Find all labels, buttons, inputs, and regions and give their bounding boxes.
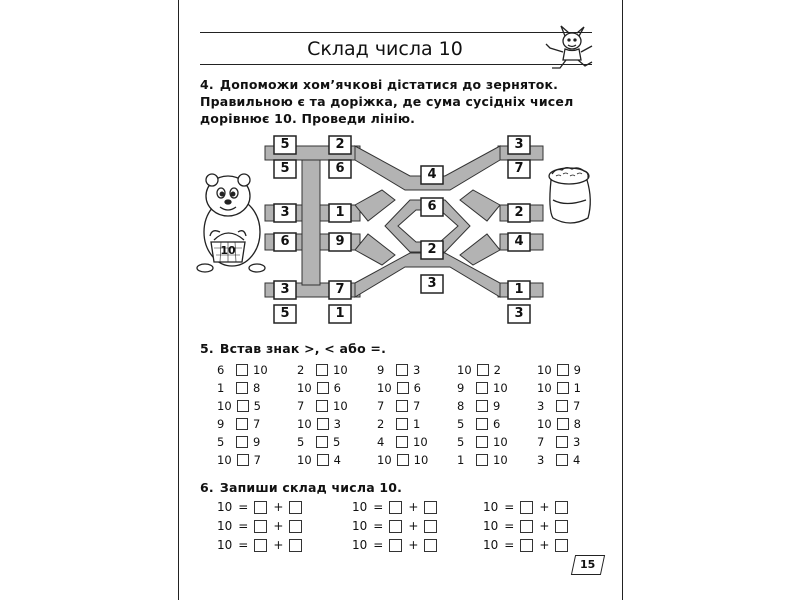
right-number: 5 [253, 399, 261, 413]
answer-box[interactable] [236, 364, 248, 376]
maze-number: 5 [280, 306, 290, 321]
plus-sign: + [539, 500, 550, 514]
right-number: 6 [413, 381, 421, 395]
addend-box[interactable] [289, 501, 302, 514]
left-number: 6 [217, 363, 225, 377]
comparison-item [457, 435, 508, 449]
comparison-item [377, 363, 420, 377]
answer-box[interactable] [557, 382, 569, 394]
addend-box[interactable] [520, 501, 533, 514]
answer-box[interactable] [316, 400, 328, 412]
left-number: 7 [377, 399, 385, 413]
maze-number: 3 [280, 282, 290, 297]
page-number: 15 [580, 558, 596, 571]
right-number: 10 [493, 381, 508, 395]
comparison-item [217, 399, 261, 413]
maze-number: 3 [514, 306, 524, 321]
addend-box[interactable] [555, 539, 568, 552]
left-number: 7 [297, 399, 305, 413]
left-number: 5 [297, 435, 305, 449]
comparison-item [377, 381, 421, 395]
answer-box[interactable] [236, 382, 248, 394]
equation-lhs: 10 [483, 519, 499, 533]
comparison-item [457, 381, 508, 395]
right-number: 7 [413, 399, 421, 413]
page-number-badge [571, 555, 605, 575]
right-number: 3 [333, 417, 341, 431]
page-title: Склад числа 10 [307, 38, 463, 60]
left-number: 10 [377, 381, 392, 395]
equals-sign: = [504, 519, 515, 533]
comparison-item [377, 435, 428, 449]
maze-number: 3 [514, 137, 524, 152]
comparison-item [537, 381, 581, 395]
left-number: 8 [457, 399, 465, 413]
left-number: 2 [377, 417, 385, 431]
task-6-text: Запиши склад числа 10. [219, 480, 403, 495]
left-number: 9 [377, 363, 385, 377]
plus-sign: + [273, 519, 284, 533]
left-number: 10 [297, 417, 312, 431]
maze-number: 1 [514, 282, 524, 297]
plus-sign: + [408, 538, 419, 552]
maze-number: 9 [335, 234, 345, 249]
comparison-item [457, 453, 508, 467]
comparison-item [217, 435, 260, 449]
addend-box[interactable] [389, 539, 402, 552]
answer-box[interactable] [396, 400, 408, 412]
maze-number: 3 [280, 205, 290, 220]
comparison-item [297, 435, 340, 449]
left-number: 3 [537, 453, 545, 467]
left-number: 10 [297, 453, 312, 467]
answer-box[interactable] [477, 364, 489, 376]
equals-sign: = [373, 538, 384, 552]
answer-box[interactable] [556, 400, 568, 412]
right-number: 10 [413, 435, 428, 449]
right-number: 9 [493, 399, 501, 413]
maze-number: 5 [280, 161, 290, 176]
answer-box[interactable] [476, 418, 488, 430]
answer-box[interactable] [556, 454, 568, 466]
answer-box[interactable] [557, 418, 569, 430]
right-number: 4 [333, 453, 341, 467]
addend-box[interactable] [389, 501, 402, 514]
decomposition-equation [352, 538, 437, 552]
equation-lhs: 10 [352, 500, 368, 514]
task-4-number: 4. [200, 77, 214, 92]
right-number: 10 [493, 453, 508, 467]
right-number: 9 [253, 435, 261, 449]
hamster-illustration [197, 174, 265, 272]
right-number: 8 [253, 381, 261, 395]
task-5-text: Встав знак >, < або =. [219, 341, 387, 356]
answer-box[interactable] [236, 436, 248, 448]
answer-box[interactable] [556, 436, 568, 448]
equation-lhs: 10 [217, 538, 233, 552]
answer-box[interactable] [476, 382, 488, 394]
equals-sign: = [238, 519, 249, 533]
comparison-item [537, 417, 581, 431]
comparison-item [297, 381, 341, 395]
left-number: 10 [537, 363, 552, 377]
addend-box[interactable] [254, 520, 267, 533]
right-number: 10 [493, 435, 508, 449]
right-number: 10 [253, 363, 268, 377]
left-number: 10 [457, 363, 472, 377]
equation-lhs: 10 [352, 538, 368, 552]
right-number: 6 [333, 381, 341, 395]
maze-number: 2 [514, 205, 524, 220]
plus-sign: + [539, 538, 550, 552]
maze-roads [265, 146, 543, 297]
right-number: 3 [573, 435, 581, 449]
answer-box[interactable] [557, 364, 569, 376]
decomposition-equation [217, 500, 302, 514]
plus-sign: + [539, 519, 550, 533]
comparison-item [297, 453, 341, 467]
right-number: 1 [413, 417, 421, 431]
addend-box[interactable] [424, 520, 437, 533]
right-number: 7 [253, 453, 261, 467]
equals-sign: = [238, 538, 249, 552]
addend-box[interactable] [424, 539, 437, 552]
right-number: 3 [413, 363, 421, 377]
seed-sack-illustration [549, 168, 590, 223]
maze-number: 5 [280, 137, 290, 152]
right-number: 10 [333, 399, 348, 413]
decomposition-equation [352, 500, 437, 514]
decomposition-equation [352, 519, 437, 533]
left-number: 10 [217, 399, 232, 413]
equation-lhs: 10 [217, 519, 233, 533]
maze-number: 7 [335, 282, 345, 297]
comparison-item [217, 417, 260, 431]
answer-box[interactable] [317, 382, 329, 394]
comparison-item [377, 399, 420, 413]
decomposition-equation [483, 500, 568, 514]
addend-box[interactable] [520, 520, 533, 533]
left-number: 1 [217, 381, 225, 395]
left-number: 9 [217, 417, 225, 431]
addend-box[interactable] [389, 520, 402, 533]
equals-sign: = [504, 538, 515, 552]
addend-box[interactable] [520, 539, 533, 552]
answer-box[interactable] [476, 436, 488, 448]
plus-sign: + [408, 519, 419, 533]
equation-lhs: 10 [217, 500, 233, 514]
comparison-item [297, 417, 341, 431]
addend-box[interactable] [289, 520, 302, 533]
right-number: 1 [573, 381, 581, 395]
decomposition-equation [483, 519, 568, 533]
addend-box[interactable] [254, 539, 267, 552]
task-6 [200, 479, 402, 496]
answer-box[interactable] [316, 436, 328, 448]
comparison-item [537, 435, 580, 449]
answer-box[interactable] [317, 454, 329, 466]
comparison-item [457, 417, 500, 431]
comparison-item [537, 363, 581, 377]
comparison-item [217, 453, 261, 467]
right-number: 5 [333, 435, 341, 449]
task-5 [200, 340, 386, 357]
right-number: 6 [493, 417, 501, 431]
left-number: 10 [217, 453, 232, 467]
comparison-item [457, 363, 501, 377]
answer-box[interactable] [237, 454, 249, 466]
left-number: 9 [457, 381, 465, 395]
right-number: 8 [573, 417, 581, 431]
maze-number: 6 [280, 234, 290, 249]
comparison-item [457, 399, 500, 413]
answer-box[interactable] [476, 400, 488, 412]
left-number: 10 [537, 417, 552, 431]
plus-sign: + [273, 538, 284, 552]
answer-box[interactable] [317, 418, 329, 430]
maze-number: 4 [514, 234, 524, 249]
left-number: 10 [537, 381, 552, 395]
answer-box[interactable] [397, 454, 409, 466]
maze-number: 6 [335, 161, 345, 176]
right-number: 7 [253, 417, 261, 431]
maze-number: 2 [335, 137, 345, 152]
addend-box[interactable] [424, 501, 437, 514]
plus-sign: + [273, 500, 284, 514]
right-number: 4 [573, 453, 581, 467]
comparison-item [537, 453, 580, 467]
maze-number: 4 [427, 167, 437, 182]
equation-lhs: 10 [352, 519, 368, 533]
right-number: 10 [413, 453, 429, 467]
comparison-item [217, 363, 268, 377]
left-number: 5 [457, 417, 465, 431]
answer-box[interactable] [396, 418, 408, 430]
maze-number: 1 [335, 306, 345, 321]
maze-number: 6 [427, 199, 437, 214]
comparison-item [297, 399, 348, 413]
equals-sign: = [373, 519, 384, 533]
equation-lhs: 10 [483, 500, 499, 514]
left-number: 5 [457, 435, 465, 449]
equals-sign: = [373, 500, 384, 514]
decomposition-equation [217, 538, 302, 552]
left-number: 7 [537, 435, 545, 449]
left-number: 3 [537, 399, 545, 413]
comparison-item [537, 399, 580, 413]
comparison-item [297, 363, 348, 377]
answer-box[interactable] [237, 400, 249, 412]
decomposition-equation [483, 538, 568, 552]
comparison-item [217, 381, 260, 395]
task-5-number: 5. [200, 341, 214, 356]
answer-box[interactable] [396, 436, 408, 448]
right-number: 2 [493, 363, 501, 377]
maze-number: 7 [514, 161, 524, 176]
left-number: 4 [377, 435, 385, 449]
equals-sign: = [238, 500, 249, 514]
maze-number: 3 [427, 276, 437, 291]
maze-number: 2 [427, 242, 437, 257]
answer-box[interactable] [316, 364, 328, 376]
answer-box[interactable] [476, 454, 488, 466]
decomposition-equation [217, 519, 302, 533]
left-number: 10 [377, 453, 392, 467]
left-number: 10 [297, 381, 312, 395]
addend-box[interactable] [555, 501, 568, 514]
basket-label: 10 [220, 244, 236, 257]
left-number: 2 [297, 363, 305, 377]
answer-box[interactable] [396, 364, 408, 376]
answer-box[interactable] [397, 382, 409, 394]
right-number: 7 [573, 399, 581, 413]
equation-lhs: 10 [483, 538, 499, 552]
right-number: 9 [573, 363, 581, 377]
comparison-item [377, 453, 428, 467]
addend-box[interactable] [555, 520, 568, 533]
equals-sign: = [504, 500, 515, 514]
right-number: 10 [333, 363, 348, 377]
plus-sign: + [408, 500, 419, 514]
addend-box[interactable] [289, 539, 302, 552]
task-6-number: 6. [200, 480, 214, 495]
addend-box[interactable] [254, 501, 267, 514]
task-4-text: Допоможи хом’ячкові дістатися до зерняток. Правильною є та доріжка, де сума сусідніх чисел дорівнює 10. Проведи лінію. [200, 77, 574, 126]
comparison-item [377, 417, 420, 431]
maze-number: 1 [335, 205, 345, 220]
left-number: 5 [217, 435, 225, 449]
answer-box[interactable] [236, 418, 248, 430]
left-number: 1 [457, 453, 465, 467]
